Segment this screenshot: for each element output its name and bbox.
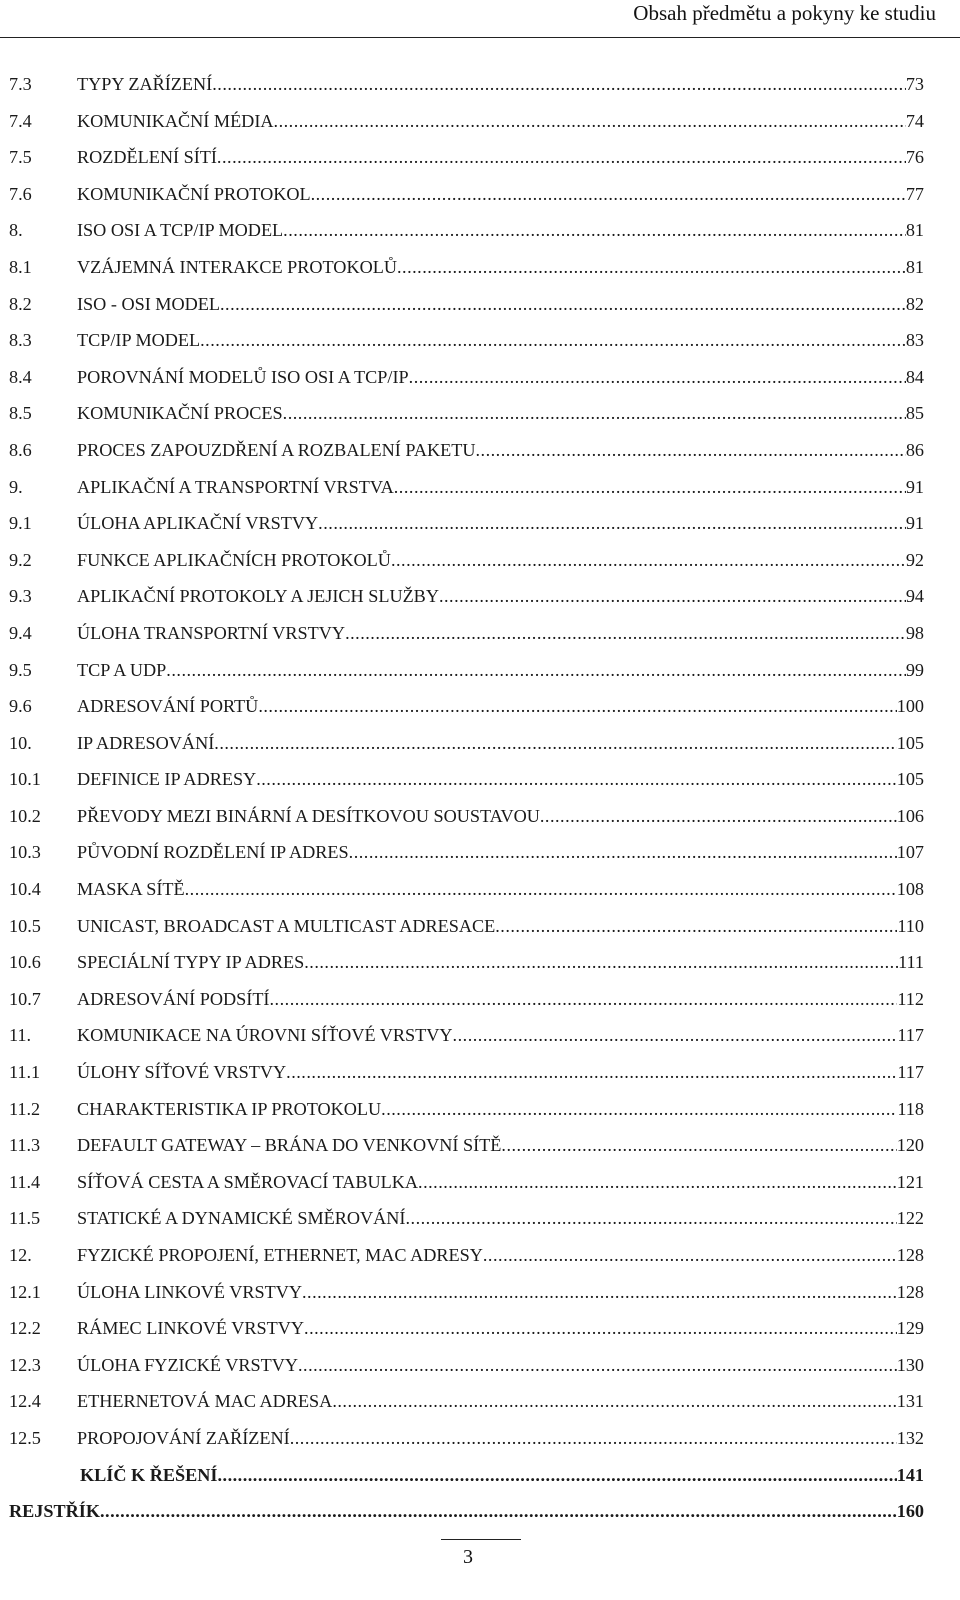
toc-entry-line <box>77 691 924 721</box>
toc-entry-line <box>77 618 924 648</box>
toc-leader-dots <box>397 252 906 282</box>
toc-entry-title: KOMUNIKAČNÍ PROTOKOL <box>77 183 311 204</box>
toc-entry-number: 11.1 <box>9 1062 41 1083</box>
toc-section-entry[interactable] <box>0 1386 960 1423</box>
toc-entry-page: 73 <box>905 74 924 94</box>
toc-entry-number: 9.1 <box>9 513 32 534</box>
toc-leader-dots <box>304 1313 897 1343</box>
toc-entry-page: 128 <box>896 1281 924 1302</box>
toc-entry-line <box>77 1313 924 1343</box>
toc-section-entry[interactable] <box>0 618 960 655</box>
toc-entry-number: 7.3 <box>9 74 32 94</box>
toc-section-entry[interactable] <box>0 1350 960 1387</box>
toc-entry-page: 110 <box>897 915 924 936</box>
toc-entry-page: 94 <box>905 586 924 607</box>
toc-entry-page: 100 <box>896 696 924 717</box>
toc-entry-title: REJSTŘÍK <box>9 1501 100 1522</box>
toc-section-entry[interactable] <box>0 1277 960 1314</box>
toc-section-entry[interactable] <box>0 581 960 618</box>
toc-leader-dots <box>453 1020 898 1050</box>
toc-entry-title: APLIKAČNÍ A TRANSPORTNÍ VRSTVA <box>77 476 394 497</box>
toc-section-entry[interactable] <box>0 435 960 472</box>
toc-entry-title: ÚLOHA LINKOVÉ VRSTVY <box>77 1281 302 1302</box>
toc-leader-dots <box>311 179 906 209</box>
toc-entry-title: PŮVODNÍ ROZDĚLENÍ IP ADRES <box>77 842 349 863</box>
toc-entry-page: 77 <box>905 183 924 204</box>
toc-entry-number: 10.1 <box>9 769 41 790</box>
toc-entry-title: TCP A UDP <box>77 659 167 680</box>
toc-entry-title: SÍŤOVÁ CESTA A SMĚROVACÍ TABULKA <box>77 1171 419 1192</box>
toc-leader-dots <box>439 581 906 611</box>
toc-entry-page: 111 <box>898 952 924 973</box>
toc-section-entry[interactable] <box>0 1094 960 1131</box>
toc-entry-line <box>77 1277 924 1307</box>
toc-entry-page: 98 <box>905 622 924 643</box>
toc-entry-number: 10.5 <box>9 915 41 936</box>
toc-leader-dots <box>290 1423 897 1453</box>
toc-section-entry[interactable] <box>0 874 960 911</box>
toc-entry-page: 160 <box>896 1501 924 1522</box>
toc-leader-dots <box>166 655 906 685</box>
toc-entry-title: ETHERNETOVÁ MAC ADRESA <box>77 1391 333 1412</box>
toc-entry-number: 12.2 <box>9 1318 41 1339</box>
toc-entry-number: 9.4 <box>9 622 32 643</box>
toc-entry-number: 12.1 <box>9 1281 41 1302</box>
toc-entry-title: RÁMEC LINKOVÉ VRSTVY <box>77 1318 305 1339</box>
toc-entry-title: KOMUNIKAČNÍ MÉDIA <box>77 110 274 131</box>
toc-entry-title: FYZICKÉ PROPOJENÍ, ETHERNET, MAC ADRESY <box>77 1245 483 1265</box>
toc-entry-page: 91 <box>905 476 924 497</box>
toc-leader-dots <box>318 508 906 538</box>
toc-entry-number: 10.2 <box>9 805 41 826</box>
toc-entry-page: 85 <box>905 403 924 424</box>
toc-section-entry[interactable] <box>0 801 960 838</box>
toc-entry-page: 106 <box>896 805 924 826</box>
toc-entry-page: 74 <box>905 110 924 131</box>
toc-entry-line <box>77 1094 924 1124</box>
toc-leader-dots <box>345 618 906 648</box>
page-number: 3 <box>463 1546 473 1568</box>
toc-leader-dots <box>391 545 906 575</box>
toc-entry-line <box>77 215 924 245</box>
toc-entry-line <box>77 1130 924 1160</box>
toc-section-entry[interactable] <box>0 252 960 289</box>
toc-entry-page: 86 <box>905 439 924 460</box>
toc-chapter-entry[interactable] <box>0 1020 960 1057</box>
toc-section-entry[interactable] <box>0 69 960 106</box>
toc-entry-page: 121 <box>896 1171 924 1192</box>
toc-entry-title: FUNKCE APLIKAČNÍCH PROTOKOLŮ <box>77 549 391 570</box>
toc-section-entry[interactable] <box>0 1167 960 1204</box>
toc-entry-line <box>77 508 924 538</box>
toc-entry-line <box>77 655 924 685</box>
toc-entry-line <box>77 106 924 136</box>
toc-entry-line <box>77 362 924 392</box>
toc-entry-title: ÚLOHY SÍŤOVÉ VRSTVY <box>77 1062 287 1083</box>
toc-leader-dots <box>501 1130 896 1160</box>
toc-entry-title: PROPOJOVÁNÍ ZAŘÍZENÍ <box>77 1427 290 1448</box>
toc-entry-line <box>77 325 924 355</box>
toc-leader-dots <box>381 1094 897 1124</box>
toc-entry-number: 9.6 <box>9 696 32 717</box>
toc-leader-dots <box>212 69 906 99</box>
toc-entry-title: CHARAKTERISTIKA IP PROTOKOLU <box>77 1098 382 1119</box>
toc-chapter-entry[interactable] <box>0 1240 960 1277</box>
toc-leader-dots <box>214 728 896 758</box>
toc-leader-dots <box>298 1350 897 1380</box>
toc-entry-title: ROZDĚLENÍ SÍTÍ <box>77 147 217 168</box>
toc-entry-title: APLIKAČNÍ PROTOKOLY A JEJICH SLUŽBY <box>77 586 439 607</box>
toc-section-entry[interactable] <box>0 837 960 874</box>
toc-entry-number: 9.3 <box>9 586 32 607</box>
toc-entry-line <box>77 179 924 209</box>
toc-entry-number: 11. <box>9 1025 32 1046</box>
toc-entry-line <box>77 947 924 977</box>
toc-entry-number: 10.3 <box>9 842 41 863</box>
toc-chapter-entry[interactable] <box>0 472 960 509</box>
toc-entry-line <box>77 252 924 282</box>
toc-leader-dots <box>540 801 897 831</box>
toc-entry-page: 81 <box>905 220 924 241</box>
toc-leader-dots <box>217 1460 896 1490</box>
toc-entry-page: 118 <box>897 1098 924 1119</box>
toc-section-entry[interactable] <box>0 362 960 399</box>
toc-entry-title: STATICKÉ A DYNAMICKÉ SMĚROVÁNÍ <box>77 1208 406 1229</box>
toc-section-entry[interactable] <box>0 106 960 143</box>
toc-entry-title: ÚLOHA FYZICKÉ VRSTVY <box>77 1354 298 1375</box>
toc-section-entry[interactable] <box>0 1057 960 1094</box>
toc-entry-number: 8.6 <box>9 439 32 460</box>
toc-entry-title: ADRESOVÁNÍ PODSÍTÍ <box>77 988 270 1009</box>
toc-entry-line <box>77 289 924 319</box>
toc-entry-title: KLÍČ K ŘEŠENÍ <box>80 1464 218 1485</box>
toc-entry-title: POROVNÁNÍ MODELŮ ISO OSI A TCP/IP <box>77 366 409 387</box>
toc-entry-title: UNICAST, BROADCAST A MULTICAST ADRESACE <box>77 915 496 936</box>
toc-leader-dots <box>332 1386 896 1416</box>
toc-entry-page: 83 <box>905 330 924 351</box>
toc-leader-dots <box>270 984 898 1014</box>
toc-section-entry[interactable] <box>0 545 960 582</box>
toc-entry-line <box>77 1386 924 1416</box>
toc-section-entry[interactable] <box>0 179 960 216</box>
toc-entry-page: 76 <box>905 147 924 168</box>
toc-entry-line <box>77 545 924 575</box>
toc-leader-dots <box>185 874 897 904</box>
toc-entry-title: PŘEVODY MEZI BINÁRNÍ A DESÍTKOVOU SOUSTAVOU <box>77 805 540 826</box>
toc-entry-page: 112 <box>897 988 924 1009</box>
toc-section-entry[interactable] <box>0 764 960 801</box>
toc-entry-title: IP ADRESOVÁNÍ <box>77 732 215 753</box>
toc-entry-number: 10.4 <box>9 879 41 900</box>
toc-entry-title: ÚLOHA TRANSPORTNÍ VRSTVY <box>77 622 346 643</box>
toc-entry-line <box>77 1423 924 1453</box>
table-of-contents <box>0 69 960 1533</box>
toc-leader-dots <box>286 1057 897 1087</box>
page-header <box>0 0 960 40</box>
toc-entry-page: 107 <box>896 842 924 863</box>
toc-section-entry[interactable] <box>0 289 960 326</box>
toc-entry-page: 117 <box>897 1025 924 1046</box>
toc-entry-title: MASKA SÍTĚ <box>77 879 185 900</box>
toc-entry-line <box>77 764 924 794</box>
toc-entry-line <box>77 398 924 428</box>
toc-entry-page: 91 <box>905 513 924 534</box>
toc-entry-page: 130 <box>896 1354 924 1375</box>
toc-entry-page: 120 <box>896 1135 924 1156</box>
toc-entry-line <box>77 837 924 867</box>
toc-entry-line <box>77 1350 924 1380</box>
toc-entry-title: ÚLOHA APLIKAČNÍ VRSTVY <box>77 513 319 534</box>
toc-index-entry[interactable] <box>0 1496 960 1533</box>
toc-entry-line <box>77 1240 924 1270</box>
toc-entry-title: SPECIÁLNÍ TYPY IP ADRES <box>77 952 305 973</box>
toc-entry-number: 8.3 <box>9 330 32 351</box>
toc-entry-number: 12.3 <box>9 1354 41 1375</box>
toc-entry-number: 11.4 <box>9 1171 41 1192</box>
toc-entry-page: 122 <box>896 1208 924 1229</box>
toc-entry-title: ISO OSI A TCP/IP MODEL <box>77 220 284 241</box>
toc-leader-dots <box>483 1240 897 1270</box>
toc-leader-dots <box>475 435 905 465</box>
toc-leader-dots <box>418 1167 897 1197</box>
toc-section-entry[interactable] <box>0 1203 960 1240</box>
toc-entry-number: 8. <box>9 220 23 241</box>
toc-entry-page: 105 <box>896 732 924 753</box>
toc-entry-page: 105 <box>896 769 924 790</box>
toc-section-entry[interactable] <box>0 984 960 1021</box>
toc-entry-page: 108 <box>896 879 924 900</box>
toc-section-entry[interactable] <box>0 1313 960 1350</box>
toc-entry-number: 11.2 <box>9 1098 41 1119</box>
toc-entry-page: 84 <box>905 366 924 387</box>
toc-chapter-entry[interactable] <box>0 728 960 765</box>
toc-leader-dots <box>283 398 906 428</box>
toc-entry-line <box>77 801 924 831</box>
toc-entry-number: 8.2 <box>9 293 32 314</box>
toc-entry-line <box>80 1460 924 1490</box>
toc-leader-dots <box>302 1277 897 1307</box>
toc-entry-page: 117 <box>897 1062 924 1083</box>
toc-leader-dots <box>258 691 896 721</box>
toc-entry-number: 11.3 <box>9 1135 41 1156</box>
toc-entry-number: 9. <box>9 476 23 497</box>
toc-entry-title: VZÁJEMNÁ INTERAKCE PROTOKOLŮ <box>77 256 397 277</box>
header-divider <box>0 37 960 38</box>
toc-entry-number: 12.4 <box>9 1391 41 1412</box>
toc-section-entry[interactable] <box>0 1130 960 1167</box>
toc-leader-dots <box>405 1203 896 1233</box>
toc-entry-number: 8.1 <box>9 256 32 277</box>
toc-section-entry[interactable] <box>0 655 960 692</box>
toc-entry-line <box>77 142 924 172</box>
toc-section-entry[interactable] <box>0 398 960 435</box>
toc-leader-dots <box>304 947 898 977</box>
toc-leader-dots <box>100 1496 897 1526</box>
toc-chapter-entry[interactable] <box>0 215 960 252</box>
toc-section-entry[interactable] <box>0 325 960 362</box>
toc-entry-line <box>77 1203 924 1233</box>
toc-entry-page: 132 <box>896 1427 924 1448</box>
toc-entry-title: KOMUNIKACE NA ÚROVNI SÍŤOVÉ VRSTVY <box>77 1025 453 1046</box>
toc-entry-title: DEFINICE IP ADRESY <box>77 769 257 790</box>
footer-divider <box>441 1539 521 1540</box>
toc-leader-dots <box>274 106 906 136</box>
toc-leader-dots <box>220 289 906 319</box>
toc-entry-title: DEFAULT GATEWAY – BRÁNA DO VENKOVNÍ SÍTĚ <box>77 1135 502 1156</box>
toc-entry-line <box>77 874 924 904</box>
toc-entry-number: 10.6 <box>9 952 41 973</box>
toc-entry-line <box>77 984 924 1014</box>
toc-section-entry[interactable] <box>0 691 960 728</box>
toc-entry-page: 141 <box>896 1464 924 1485</box>
toc-leader-dots <box>200 325 906 355</box>
toc-entry-line <box>77 472 924 502</box>
toc-entry-number: 9.5 <box>9 659 32 680</box>
toc-leader-dots <box>217 142 906 172</box>
toc-entry-line <box>77 911 924 941</box>
toc-entry-number: 10.7 <box>9 988 41 1009</box>
toc-section-entry[interactable] <box>0 1423 960 1460</box>
toc-leader-dots <box>283 215 906 245</box>
toc-entry-page: 99 <box>905 659 924 680</box>
toc-entry-title: KOMUNIKAČNÍ PROCES <box>77 403 283 424</box>
toc-leader-dots <box>256 764 897 794</box>
toc-entry-page: 128 <box>896 1245 924 1265</box>
toc-entry-number: 7.4 <box>9 110 32 131</box>
toc-leader-dots <box>495 911 897 941</box>
toc-entry-line <box>77 1020 924 1050</box>
toc-entry-line <box>77 69 924 99</box>
toc-entry-title: PROCES ZAPOUZDŘENÍ A ROZBALENÍ PAKETU <box>77 439 476 460</box>
toc-section-entry[interactable] <box>0 142 960 179</box>
toc-entry-page: 92 <box>905 549 924 570</box>
toc-section-entry[interactable] <box>0 508 960 545</box>
toc-entry-number: 12.5 <box>9 1427 41 1448</box>
toc-entry-number: 11.5 <box>9 1208 41 1229</box>
toc-entry-line <box>77 435 924 465</box>
toc-leader-dots <box>409 362 906 392</box>
toc-entry-page: 81 <box>905 256 924 277</box>
toc-entry-line <box>9 1496 924 1526</box>
toc-section-entry[interactable] <box>0 947 960 984</box>
toc-entry-number: 9.2 <box>9 549 32 570</box>
toc-entry-line <box>77 728 924 758</box>
toc-entry-title: TCP/IP MODEL <box>77 330 201 351</box>
toc-entry-line <box>77 1057 924 1087</box>
toc-leader-dots <box>349 837 897 867</box>
toc-entry-number: 12. <box>9 1245 32 1265</box>
toc-entry-page: 129 <box>896 1318 924 1339</box>
header-title: Obsah předmětu a pokyny ke studiu <box>633 1 936 25</box>
toc-section-entry[interactable] <box>0 911 960 948</box>
toc-entry-number: 8.4 <box>9 366 32 387</box>
toc-entry-title: ISO - OSI MODEL <box>77 293 220 314</box>
toc-entry-number: 7.5 <box>9 147 32 168</box>
toc-entry-title: TYPY ZAŘÍZENÍ <box>77 74 213 94</box>
toc-entry-number: 7.6 <box>9 183 32 204</box>
toc-entry-number: 8.5 <box>9 403 32 424</box>
toc-entry-title: ADRESOVÁNÍ PORTŮ <box>77 696 259 717</box>
toc-entry-line <box>77 1167 924 1197</box>
toc-entry-line <box>77 581 924 611</box>
toc-leader-dots <box>394 472 906 502</box>
toc-entry-page: 82 <box>905 293 924 314</box>
toc-entry-number: 10. <box>9 732 32 753</box>
toc-key-entry[interactable] <box>0 1460 960 1497</box>
toc-entry-page: 131 <box>896 1391 924 1412</box>
